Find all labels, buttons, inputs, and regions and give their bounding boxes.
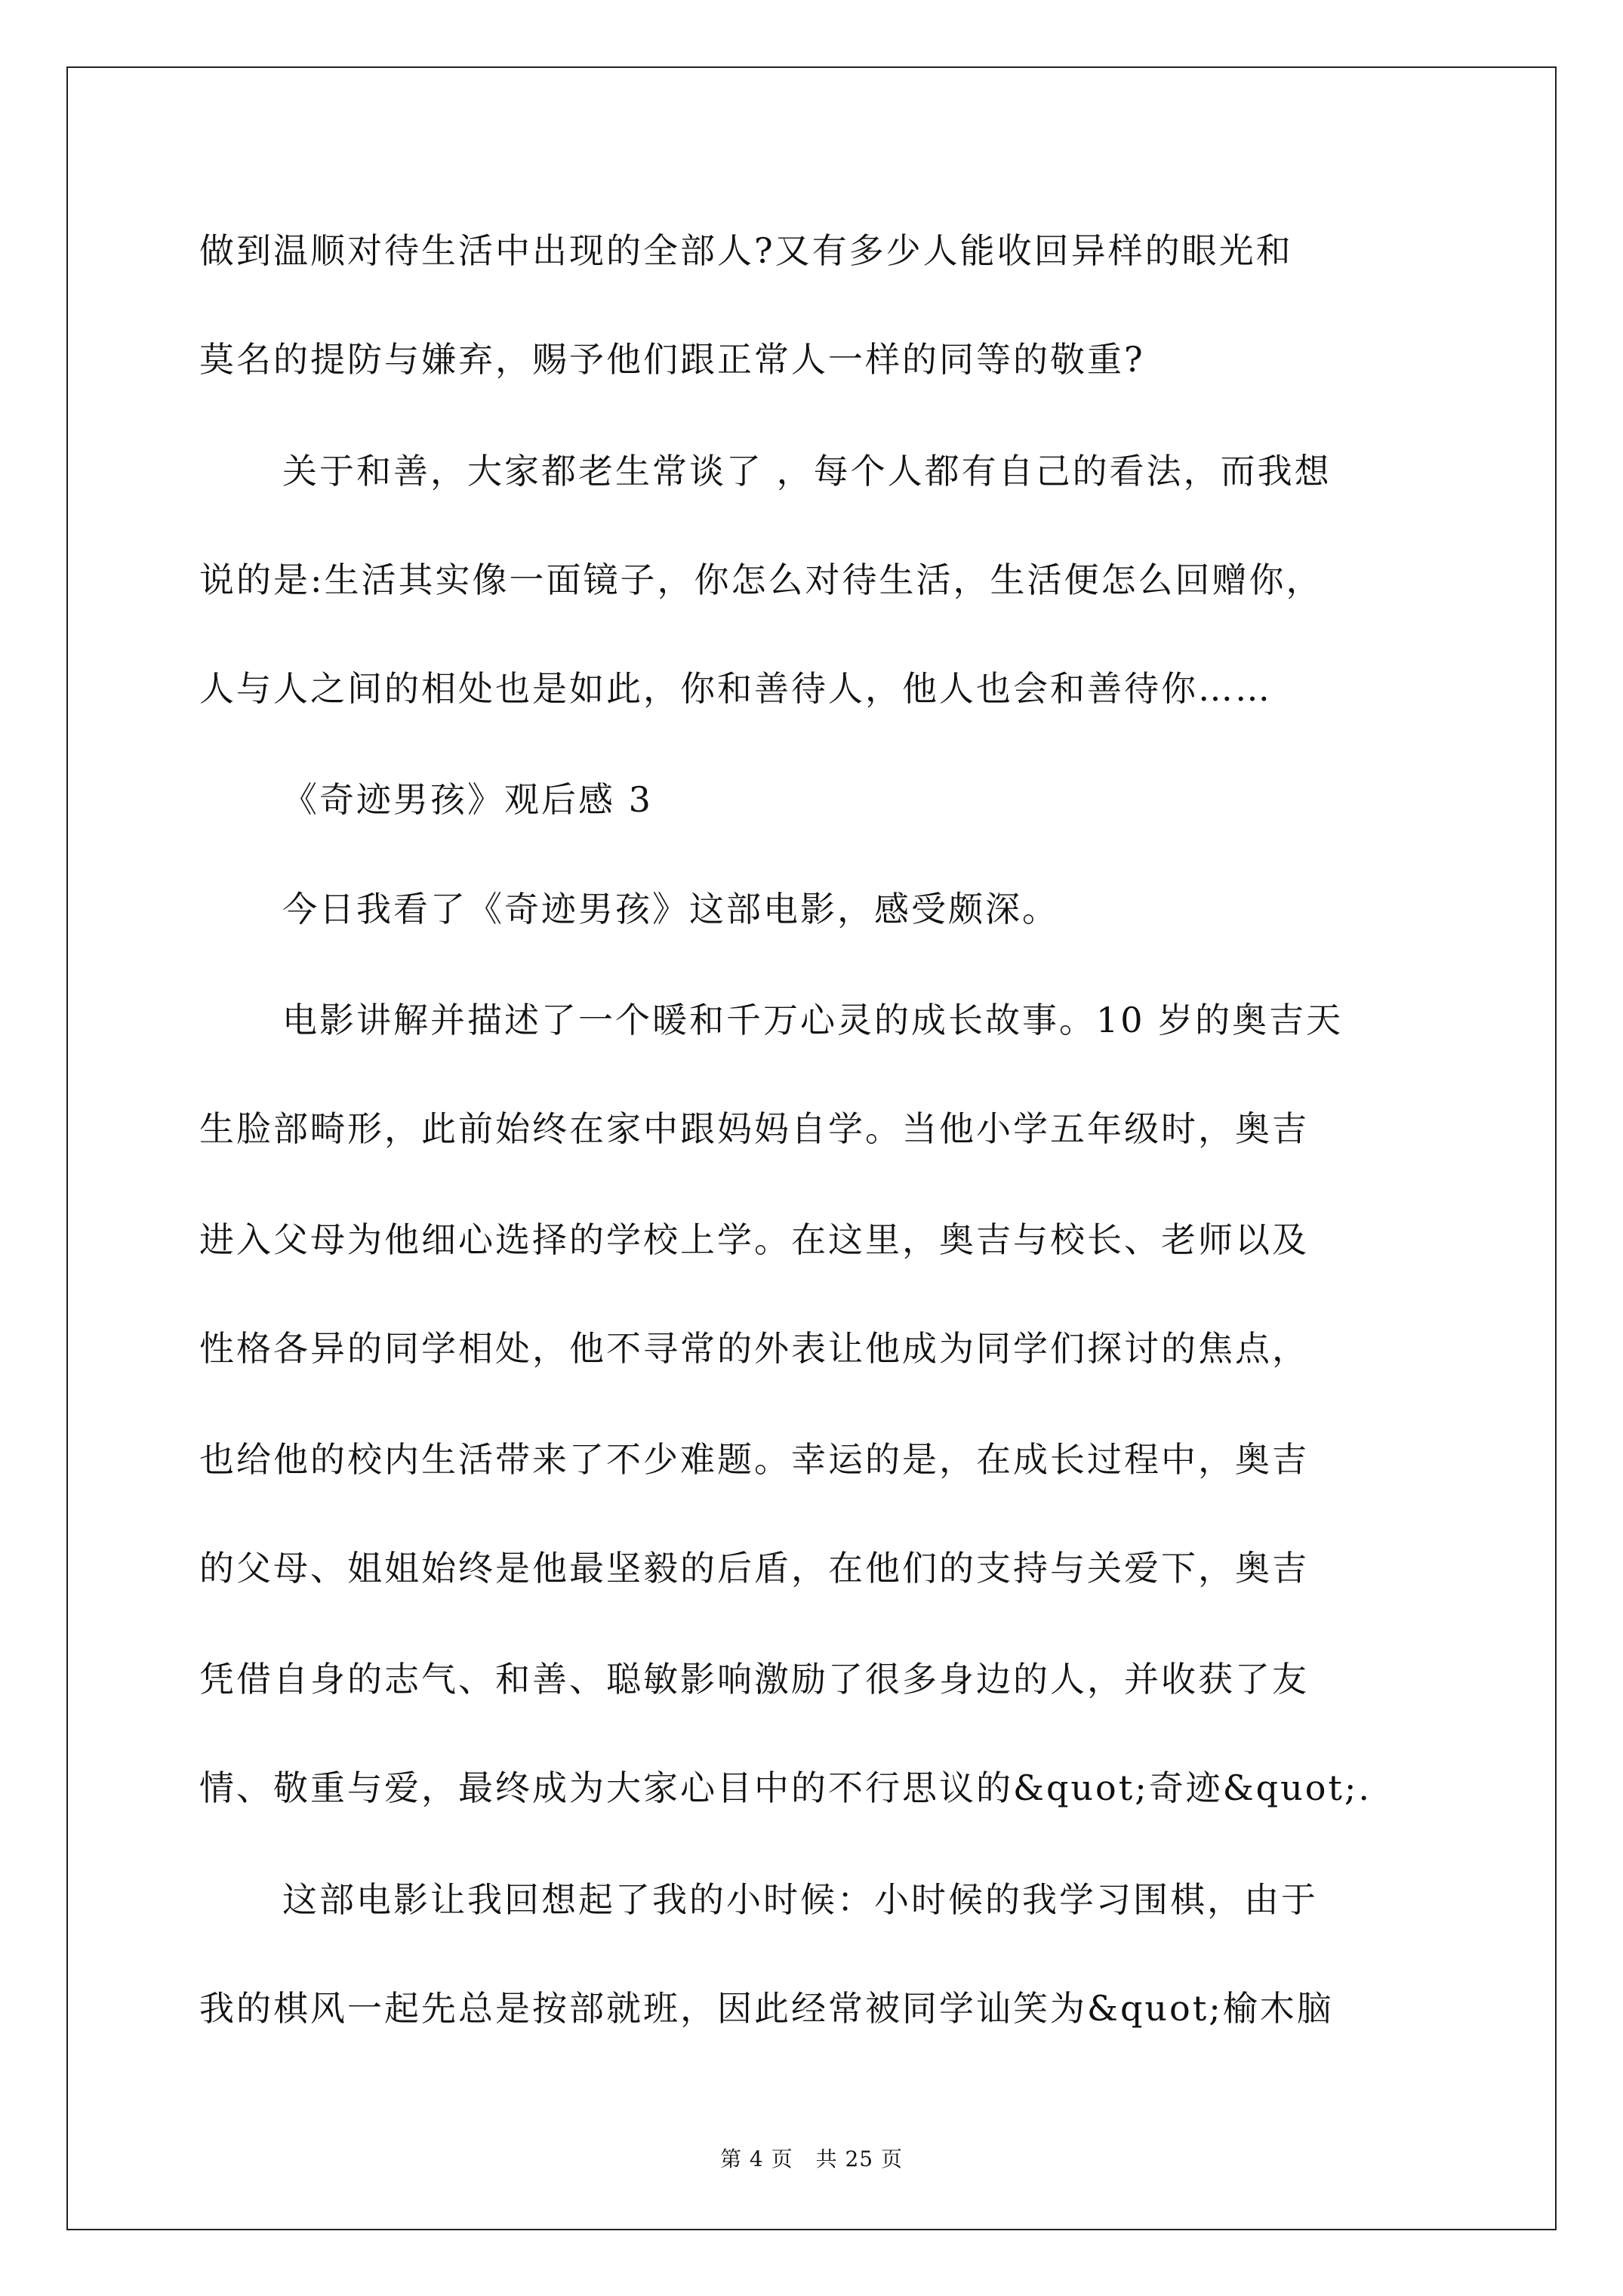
text-line: 的父母、姐姐始终是他最坚毅的后盾，在他们的支持与关爱下，奥吉 <box>199 1548 1309 1589</box>
paragraph-first-line: 关于和善，大家都老生常谈了 ，每个人都有自己的看法，而我想 <box>282 451 1332 492</box>
paragraph-first-line: 这部电影让我回想起了我的小时候：小时候的我学习围棋，由于 <box>282 1879 1318 1920</box>
page-footer <box>0 2146 1623 2173</box>
page-number: 第 4 页 <box>719 2147 793 2171</box>
text-line: 进入父母为他细心选择的学校上学。在这里，奥吉与校长、老师以及 <box>199 1219 1309 1260</box>
text-line: 性格各异的同学相处，他不寻常的外表让他成为同学们探讨的焦点， <box>199 1328 1309 1369</box>
text-line: 也给他的校内生活带来了不少难题。幸运的是，在成长过程中，奥吉 <box>199 1439 1309 1480</box>
text-line: 人与人之间的相处也是如此，你和善待人，他人也会和善待你…… <box>199 668 1272 709</box>
text-line: 生脸部畸形，此前始终在家中跟妈妈自学。当他小学五年级时，奥吉 <box>199 1108 1309 1149</box>
page-total: 共 25 页 <box>815 2147 904 2171</box>
text-line: 说的是:生活其实像一面镜子，你怎么对待生活，生活便怎么回赠你， <box>199 559 1323 600</box>
text-line: 情、敬重与爱，最终成为大家心目中的不行思议的&quot;奇迹&quot;. <box>199 1767 1372 1808</box>
text-line: 我的棋风一起先总是按部就班，因此经常被同学讪笑为&quot;榆木脑 <box>199 1988 1334 2029</box>
text-line: 莫名的提防与嫌弃，赐予他们跟正常人一样的同等的敬重? <box>199 339 1145 380</box>
text-line: 凭借自身的志气、和善、聪敏影响激励了很多身边的人，并收获了友 <box>199 1659 1309 1700</box>
paragraph-first-line: 今日我看了《奇迹男孩》这部电影，感受颇深。 <box>282 889 1059 929</box>
text-line: 做到温顺对待生活中出现的全部人?又有多少人能收回异样的眼光和 <box>199 230 1293 271</box>
paragraph-first-line: 电影讲解并描述了一个暖和千万心灵的成长故事。10 岁的奥吉天 <box>282 1000 1344 1040</box>
section-title: 《奇迹男孩》观后感 3 <box>282 779 653 820</box>
